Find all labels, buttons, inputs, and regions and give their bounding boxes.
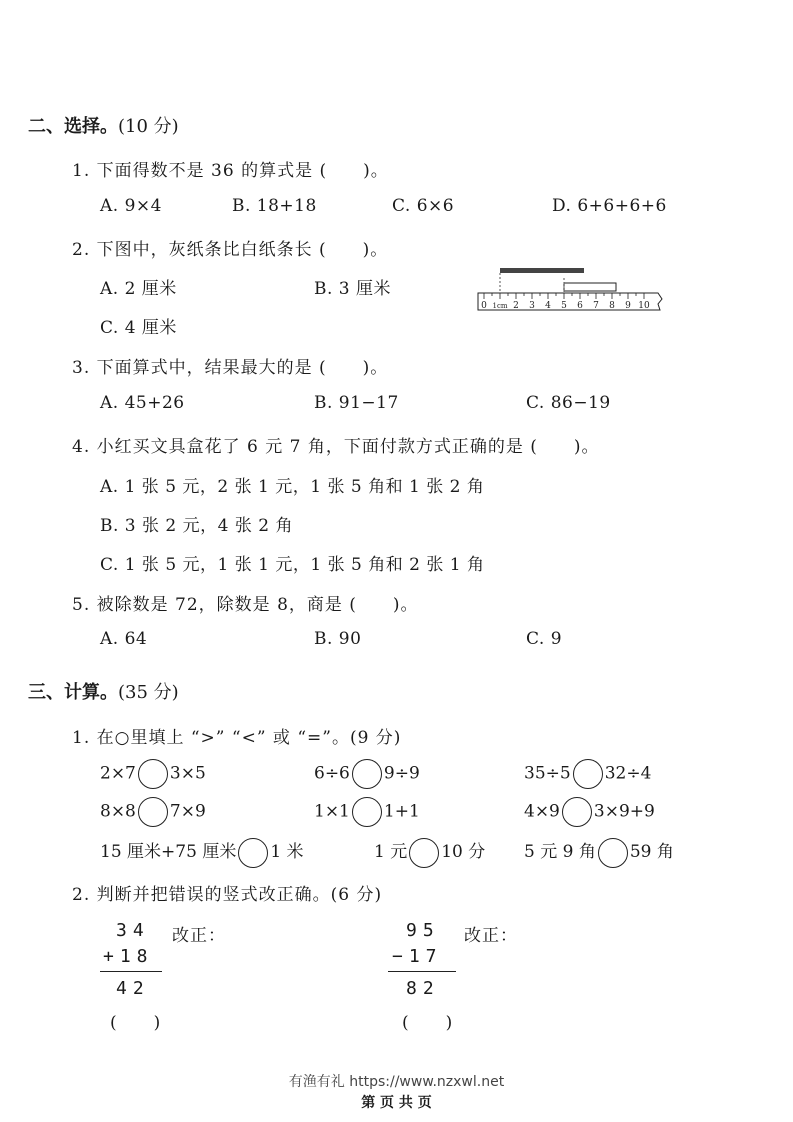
q2-option-a[interactable]: A. 2 厘米 <box>100 279 177 299</box>
compare-circle[interactable] <box>562 797 592 827</box>
compare-circle[interactable] <box>409 838 439 868</box>
ruler-label: 3 <box>529 301 535 311</box>
compare-left: 1 元 <box>374 842 408 862</box>
ruler-label: 10 <box>638 301 650 311</box>
q2-option-c[interactable]: C. 4 厘米 <box>100 318 177 338</box>
section-title: 二、选择。 <box>28 116 118 137</box>
compare-left: 1×1 <box>314 801 350 822</box>
ruler-label: 8 <box>609 301 615 311</box>
compare-item <box>100 837 304 868</box>
compare-left: 8×8 <box>100 801 136 822</box>
compare-item <box>100 797 206 827</box>
compare-left: 2×7 <box>100 763 136 784</box>
q2-option-b[interactable]: B. 3 厘米 <box>314 279 392 299</box>
compare-item <box>524 759 651 789</box>
right-calc-line <box>388 971 456 972</box>
left-calc-result: 42 <box>116 978 150 999</box>
compare-right: 1+1 <box>383 801 420 822</box>
section-3-heading <box>28 678 179 704</box>
q5-option-c[interactable]: C. 9 <box>526 629 563 649</box>
ruler-label: 7 <box>593 301 599 311</box>
q1-option-d[interactable]: D. 6+6+6+6 <box>552 196 667 216</box>
question-4-stem: 4. 小红买文具盒花了 6 元 7 角，下面付款方式正确的是 ( )。 <box>72 437 600 457</box>
white-strip <box>564 283 616 291</box>
footer-watermark: 有渔有礼 https://www.nzxwl.net <box>288 1074 505 1090</box>
ruler-label: 0 <box>481 301 487 311</box>
right-calc-operand: −17 <box>392 946 443 967</box>
compare-circle[interactable] <box>138 797 168 827</box>
q1-option-b[interactable]: B. 18+18 <box>232 196 317 216</box>
gray-strip <box>500 268 584 273</box>
compare-item <box>314 759 420 789</box>
right-calc-result: 82 <box>406 978 440 999</box>
q1-option-c[interactable]: C. 6×6 <box>392 196 455 216</box>
compare-circle[interactable] <box>138 759 168 789</box>
question-3-stem: 3. 下面算式中，结果最大的是 ( )。 <box>72 358 389 378</box>
section-points: (10 分) <box>118 116 179 137</box>
section-title: 三、计算。 <box>28 682 118 703</box>
compare-right: 3×9+9 <box>593 801 655 822</box>
left-fix-label: 改正： <box>172 926 226 946</box>
compare-left: 35÷5 <box>524 763 571 784</box>
calc-question-2-stem: 2. 判断并把错误的竖式改正确。(6 分) <box>72 885 383 905</box>
question-2-stem: 2. 下图中，灰纸条比白纸条长 ( )。 <box>72 240 389 260</box>
compare-circle[interactable] <box>573 759 603 789</box>
compare-left: 5 元 9 角 <box>524 842 596 862</box>
compare-right: 7×9 <box>169 801 206 822</box>
compare-circle[interactable] <box>352 797 382 827</box>
compare-right: 32÷4 <box>604 763 652 784</box>
right-answer-paren[interactable]: ( ) <box>402 1013 454 1033</box>
q4-option-c[interactable]: C. 1 张 5 元，1 张 1 元，1 张 5 角和 2 张 1 角 <box>100 555 485 575</box>
compare-right: 9÷9 <box>383 763 420 784</box>
compare-right: 3×5 <box>169 763 206 784</box>
q3-option-c[interactable]: C. 86−19 <box>526 393 611 413</box>
q5-option-b[interactable]: B. 90 <box>314 629 362 649</box>
compare-circle[interactable] <box>598 838 628 868</box>
compare-left: 6÷6 <box>314 763 350 784</box>
right-fix-label: 改正： <box>464 926 518 946</box>
compare-circle[interactable] <box>238 838 268 868</box>
left-calc-top: 34 <box>116 920 150 941</box>
compare-circle[interactable] <box>352 759 382 789</box>
compare-left: 4×9 <box>524 801 560 822</box>
compare-item <box>374 837 485 868</box>
section-2-heading <box>28 112 179 138</box>
compare-item <box>524 797 655 827</box>
compare-left: 15 厘米+75 厘米 <box>100 842 237 862</box>
section-points: (35 分) <box>118 682 179 703</box>
q4-option-b[interactable]: B. 3 张 2 元，4 张 2 角 <box>100 516 293 536</box>
right-calc-top: 95 <box>406 920 440 941</box>
compare-right: 1 米 <box>270 842 304 862</box>
calc-question-1-stem: 1. 在○里填上 “>” “<” 或 “=”。(9 分) <box>72 728 402 748</box>
q5-option-a[interactable]: A. 64 <box>100 629 148 649</box>
q4-option-a[interactable]: A. 1 张 5 元，2 张 1 元，1 张 5 角和 1 张 2 角 <box>100 477 485 497</box>
q1-option-a[interactable]: A. 9×4 <box>100 196 162 216</box>
left-answer-paren[interactable]: ( ) <box>110 1013 162 1033</box>
ruler-label: 2 <box>513 301 519 311</box>
ruler-label: 6 <box>577 301 583 311</box>
question-1-stem: 1. 下面得数不是 36 的算式是 ( )。 <box>72 161 389 181</box>
ruler-labels <box>481 301 650 311</box>
compare-right: 10 分 <box>441 842 486 862</box>
footer-page-number: 第 页 共 页 <box>361 1095 432 1111</box>
question-5-stem: 5. 被除数是 72，除数是 8，商是 ( )。 <box>72 595 419 615</box>
q3-option-a[interactable]: A. 45+26 <box>100 393 185 413</box>
q3-option-b[interactable]: B. 91−17 <box>314 393 399 413</box>
compare-item <box>314 797 420 827</box>
left-calc-line <box>100 971 162 972</box>
compare-item <box>100 759 206 789</box>
ruler-label: 1cm <box>492 302 508 310</box>
ruler-label: 9 <box>625 301 631 311</box>
left-calc-operand: +18 <box>103 946 154 967</box>
ruler-diagram <box>474 266 674 316</box>
ruler-label: 5 <box>561 301 567 311</box>
ruler-label: 4 <box>545 301 551 311</box>
compare-right: 59 角 <box>629 842 674 862</box>
compare-item <box>524 837 674 868</box>
